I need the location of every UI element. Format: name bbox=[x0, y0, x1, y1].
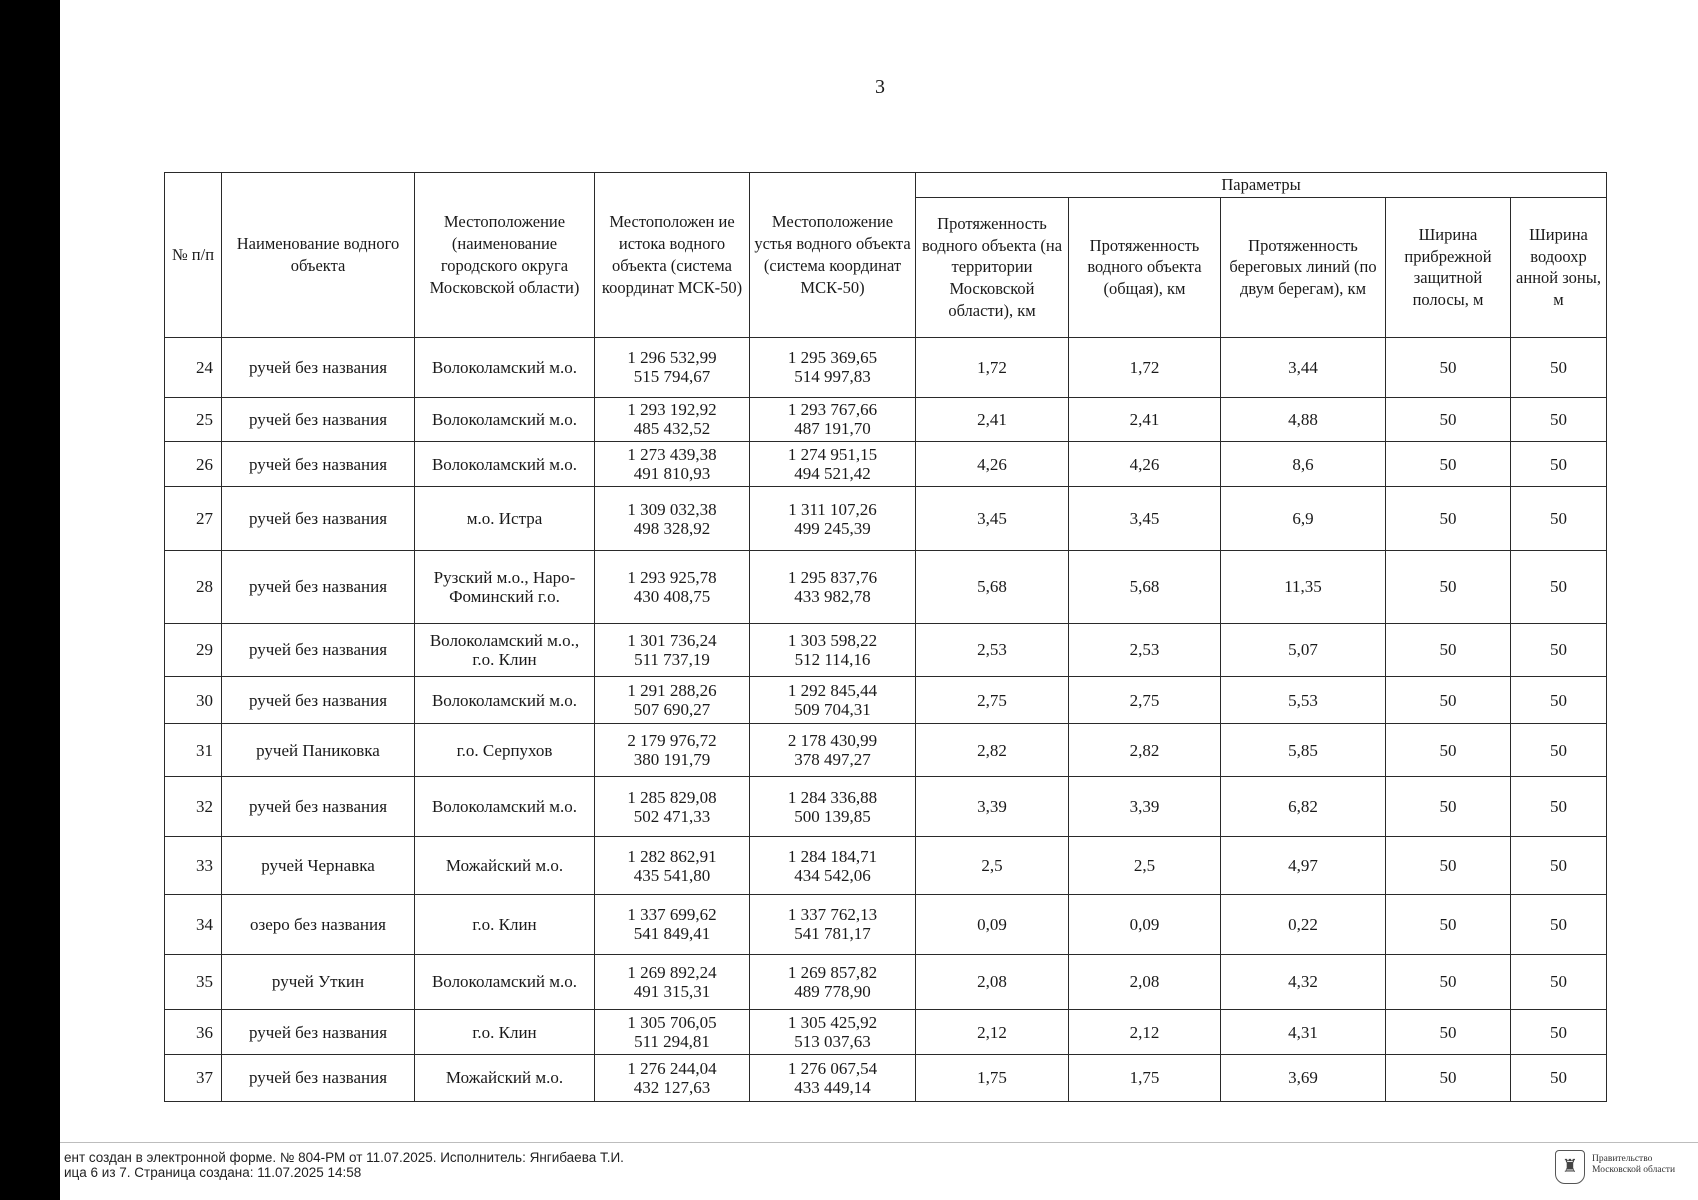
cell-name: ручей без названия bbox=[222, 397, 415, 442]
cell-location: г.о. Клин bbox=[415, 894, 595, 954]
scan-left-border bbox=[0, 0, 60, 1200]
footer-divider bbox=[60, 1142, 1698, 1143]
cell-source-coords-line: 511 737,19 bbox=[634, 649, 710, 669]
cell-location: Волоколамский м.о. bbox=[415, 442, 595, 487]
cell-mouth-coords bbox=[750, 837, 916, 895]
cell-length-mo: 2,82 bbox=[916, 724, 1069, 777]
cell-num: 29 bbox=[165, 623, 222, 676]
cell-protection-zone: 50 bbox=[1511, 551, 1607, 624]
cell-protection-zone: 50 bbox=[1511, 337, 1607, 397]
cell-source-coords bbox=[595, 487, 750, 551]
cell-source-coords bbox=[595, 677, 750, 724]
cell-mouth-coords-line: 499 245,39 bbox=[794, 518, 871, 538]
cell-mouth-coords-line: 513 037,63 bbox=[794, 1032, 871, 1052]
cell-name: озеро без названия bbox=[222, 894, 415, 954]
cell-length-total: 1,72 bbox=[1069, 337, 1221, 397]
cell-mouth-coords-line: 378 497,27 bbox=[794, 750, 871, 770]
cell-protective-strip: 50 bbox=[1386, 337, 1511, 397]
cell-source-coords bbox=[595, 837, 750, 895]
cell-protective-strip: 50 bbox=[1386, 724, 1511, 777]
cell-source-coords-line: 502 471,33 bbox=[633, 806, 711, 826]
table-row bbox=[165, 894, 1607, 954]
cell-mouth-coords-line: 494 521,42 bbox=[794, 464, 871, 484]
cell-num: 31 bbox=[165, 724, 222, 777]
cell-mouth-coords-line: 1 311 107,26 bbox=[788, 499, 877, 519]
cell-mouth-coords-line: 509 704,31 bbox=[794, 700, 871, 720]
cell-num: 25 bbox=[165, 397, 222, 442]
cell-name: ручей без названия bbox=[222, 1054, 415, 1101]
cell-length-mo: 2,41 bbox=[916, 397, 1069, 442]
cell-protective-strip: 50 bbox=[1386, 894, 1511, 954]
cell-source-coords-line: 1 337 699,62 bbox=[627, 905, 717, 925]
cell-name: ручей Паниковка bbox=[222, 724, 415, 777]
table-row bbox=[165, 1010, 1607, 1055]
cell-source-coords-line: 515 794,67 bbox=[633, 367, 711, 387]
cell-protection-zone: 50 bbox=[1511, 777, 1607, 837]
cell-length-total: 4,26 bbox=[1069, 442, 1221, 487]
cell-protection-zone: 50 bbox=[1511, 397, 1607, 442]
cell-mouth-coords-line: 1 337 762,13 bbox=[787, 905, 878, 925]
cell-shoreline: 4,32 bbox=[1221, 954, 1386, 1010]
cell-num: 28 bbox=[165, 551, 222, 624]
cell-protective-strip: 50 bbox=[1386, 623, 1511, 676]
cell-length-total: 5,68 bbox=[1069, 551, 1221, 624]
cell-source-coords-line: 1 273 439,38 bbox=[627, 445, 717, 465]
cell-mouth-coords-line: 1 284 336,88 bbox=[787, 787, 878, 807]
cell-source-coords bbox=[595, 724, 750, 777]
cell-mouth-coords-line: 512 114,16 bbox=[794, 649, 871, 669]
cell-protection-zone: 50 bbox=[1511, 954, 1607, 1010]
cell-num: 35 bbox=[165, 954, 222, 1010]
cell-num: 36 bbox=[165, 1010, 222, 1055]
cell-location: Можайский м.о. bbox=[415, 837, 595, 895]
cell-mouth-coords-line: 541 781,17 bbox=[794, 924, 871, 944]
cell-source-coords-line: 1 293 192,92 bbox=[627, 400, 717, 420]
footer-line-1: ент создан в электронной форме. № 804-РМ от 11.07.2025. Исполнитель: Янгибаева Т.И. bbox=[64, 1150, 624, 1165]
cell-length-total: 2,82 bbox=[1069, 724, 1221, 777]
cell-length-mo: 5,68 bbox=[916, 551, 1069, 624]
cell-length-total: 2,75 bbox=[1069, 677, 1221, 724]
cell-mouth-coords bbox=[750, 894, 916, 954]
cell-shoreline: 4,31 bbox=[1221, 1010, 1386, 1055]
table-row bbox=[165, 337, 1607, 397]
cell-shoreline: 4,97 bbox=[1221, 837, 1386, 895]
cell-mouth-coords-line: 433 982,78 bbox=[794, 587, 871, 606]
cell-source-coords bbox=[595, 954, 750, 1010]
cell-protective-strip: 50 bbox=[1386, 777, 1511, 837]
cell-name: ручей без названия bbox=[222, 337, 415, 397]
cell-name: ручей без названия bbox=[222, 677, 415, 724]
cell-source-coords-line: 380 191,79 bbox=[633, 750, 711, 770]
cell-source-coords bbox=[595, 623, 750, 676]
cell-length-mo: 2,5 bbox=[916, 837, 1069, 895]
cell-protection-zone: 50 bbox=[1511, 1054, 1607, 1101]
cell-mouth-coords bbox=[750, 337, 916, 397]
cell-mouth-coords bbox=[750, 442, 916, 487]
header-length-total: Протяженность водного объекта (общая), км bbox=[1069, 197, 1221, 337]
cell-name: ручей без названия bbox=[222, 442, 415, 487]
cell-mouth-coords-line: 1 274 951,15 bbox=[787, 445, 878, 465]
table-row bbox=[165, 1054, 1607, 1101]
cell-source-coords-line: 435 541,80 bbox=[633, 865, 711, 885]
cell-location: Волоколамский м.о., г.о. Клин bbox=[415, 623, 595, 676]
table-row bbox=[165, 442, 1607, 487]
cell-shoreline: 5,53 bbox=[1221, 677, 1386, 724]
cell-protective-strip: 50 bbox=[1386, 487, 1511, 551]
cell-num: 30 bbox=[165, 677, 222, 724]
cell-protective-strip: 50 bbox=[1386, 954, 1511, 1010]
footer-text bbox=[64, 1150, 624, 1180]
cell-mouth-coords-line: 2 178 430,99 bbox=[787, 731, 878, 751]
cell-name: ручей без названия bbox=[222, 551, 415, 624]
cell-source-coords-line: 1 285 829,08 bbox=[627, 787, 717, 807]
cell-mouth-coords bbox=[750, 954, 916, 1010]
cell-length-total: 2,12 bbox=[1069, 1010, 1221, 1055]
cell-num: 32 bbox=[165, 777, 222, 837]
cell-protection-zone: 50 bbox=[1511, 487, 1607, 551]
cell-source-coords bbox=[595, 442, 750, 487]
cell-protection-zone: 50 bbox=[1511, 724, 1607, 777]
cell-mouth-coords-line: 1 284 184,71 bbox=[787, 846, 878, 866]
table-row bbox=[165, 397, 1607, 442]
table-row bbox=[165, 777, 1607, 837]
cell-shoreline: 6,82 bbox=[1221, 777, 1386, 837]
cell-source-coords-line: 1 293 925,78 bbox=[627, 567, 717, 587]
cell-protective-strip: 50 bbox=[1386, 1010, 1511, 1055]
coat-of-arms-icon: ♜ bbox=[1555, 1150, 1585, 1184]
header-mouth: Местоположение устья водного объекта (система координат МСК-50) bbox=[750, 173, 916, 338]
header-location: Местоположение (наименование городского округа Московской области) bbox=[415, 173, 595, 338]
cell-length-total: 3,45 bbox=[1069, 487, 1221, 551]
cell-protective-strip: 50 bbox=[1386, 677, 1511, 724]
cell-shoreline: 3,44 bbox=[1221, 337, 1386, 397]
cell-num: 27 bbox=[165, 487, 222, 551]
cell-source-coords-line: 2 179 976,72 bbox=[627, 731, 717, 751]
cell-length-mo: 3,39 bbox=[916, 777, 1069, 837]
cell-name: ручей без названия bbox=[222, 1010, 415, 1055]
cell-num: 26 bbox=[165, 442, 222, 487]
cell-source-coords-line: 498 328,92 bbox=[633, 518, 711, 538]
cell-mouth-coords bbox=[750, 677, 916, 724]
cell-name: ручей Уткин bbox=[222, 954, 415, 1010]
cell-name: ручей без названия bbox=[222, 623, 415, 676]
cell-source-coords-line: 1 309 032,38 bbox=[627, 499, 717, 519]
cell-shoreline: 0,22 bbox=[1221, 894, 1386, 954]
cell-name: ручей Чернавка bbox=[222, 837, 415, 895]
cell-mouth-coords-line: 1 303 598,22 bbox=[787, 630, 878, 650]
cell-mouth-coords-line: 1 305 425,92 bbox=[787, 1013, 878, 1032]
cell-mouth-coords-line: 487 191,70 bbox=[794, 419, 871, 439]
cell-shoreline: 5,07 bbox=[1221, 623, 1386, 676]
cell-mouth-coords-line: 434 542,06 bbox=[794, 865, 871, 885]
cell-location: Волоколамский м.о. bbox=[415, 777, 595, 837]
cell-protective-strip: 50 bbox=[1386, 397, 1511, 442]
water-objects-table bbox=[164, 172, 1607, 1102]
header-source: Местоположен ие истока водного объекта (система координат МСК-50) bbox=[595, 173, 750, 338]
cell-num: 37 bbox=[165, 1054, 222, 1101]
cell-length-total: 3,39 bbox=[1069, 777, 1221, 837]
cell-protection-zone: 50 bbox=[1511, 1010, 1607, 1055]
cell-mouth-coords-line: 500 139,85 bbox=[794, 806, 871, 826]
cell-mouth-coords bbox=[750, 777, 916, 837]
cell-source-coords-line: 491 810,93 bbox=[633, 464, 711, 484]
cell-shoreline: 3,69 bbox=[1221, 1054, 1386, 1101]
cell-length-mo: 2,53 bbox=[916, 623, 1069, 676]
cell-protective-strip: 50 bbox=[1386, 442, 1511, 487]
cell-shoreline: 8,6 bbox=[1221, 442, 1386, 487]
header-protection-zone: Ширина водоохр анной зоны, м bbox=[1511, 197, 1607, 337]
cell-source-coords bbox=[595, 337, 750, 397]
cell-length-total: 2,53 bbox=[1069, 623, 1221, 676]
table-row bbox=[165, 677, 1607, 724]
table-row bbox=[165, 487, 1607, 551]
cell-protection-zone: 50 bbox=[1511, 894, 1607, 954]
cell-source-coords-line: 432 127,63 bbox=[633, 1077, 711, 1097]
cell-mouth-coords-line: 1 293 767,66 bbox=[787, 400, 878, 420]
cell-protection-zone: 50 bbox=[1511, 677, 1607, 724]
table-row bbox=[165, 551, 1607, 624]
cell-shoreline: 4,88 bbox=[1221, 397, 1386, 442]
cell-protection-zone: 50 bbox=[1511, 623, 1607, 676]
cell-source-coords bbox=[595, 1054, 750, 1101]
cell-length-total: 2,41 bbox=[1069, 397, 1221, 442]
cell-protection-zone: 50 bbox=[1511, 837, 1607, 895]
table-row bbox=[165, 837, 1607, 895]
cell-shoreline: 5,85 bbox=[1221, 724, 1386, 777]
cell-protective-strip: 50 bbox=[1386, 1054, 1511, 1101]
page-number: 3 bbox=[875, 76, 885, 98]
cell-length-total: 1,75 bbox=[1069, 1054, 1221, 1101]
cell-source-coords bbox=[595, 551, 750, 624]
cell-mouth-coords bbox=[750, 487, 916, 551]
cell-source-coords bbox=[595, 894, 750, 954]
cell-source-coords-line: 507 690,27 bbox=[633, 700, 711, 720]
cell-protection-zone: 50 bbox=[1511, 442, 1607, 487]
cell-length-mo: 4,26 bbox=[916, 442, 1069, 487]
cell-source-coords-line: 1 291 288,26 bbox=[627, 681, 717, 701]
cell-shoreline: 6,9 bbox=[1221, 487, 1386, 551]
header-length-mo: Протяженность водного объекта (на территории Московской области), км bbox=[916, 197, 1069, 337]
cell-mouth-coords-line: 1 292 845,44 bbox=[787, 681, 878, 701]
cell-num: 24 bbox=[165, 337, 222, 397]
cell-length-total: 2,5 bbox=[1069, 837, 1221, 895]
cell-mouth-coords bbox=[750, 397, 916, 442]
header-params: Параметры bbox=[916, 173, 1607, 198]
table-row bbox=[165, 724, 1607, 777]
cell-length-mo: 1,72 bbox=[916, 337, 1069, 397]
cell-mouth-coords-line: 514 997,83 bbox=[794, 367, 871, 387]
cell-length-total: 2,08 bbox=[1069, 954, 1221, 1010]
header-protective-strip: Ширина прибрежной защитной полосы, м bbox=[1386, 197, 1511, 337]
cell-source-coords-line: 1 276 244,04 bbox=[627, 1058, 717, 1078]
cell-num: 34 bbox=[165, 894, 222, 954]
cell-length-total: 0,09 bbox=[1069, 894, 1221, 954]
cell-mouth-coords bbox=[750, 551, 916, 624]
cell-mouth-coords bbox=[750, 1054, 916, 1101]
cell-source-coords bbox=[595, 1010, 750, 1055]
cell-source-coords-line: 1 305 706,05 bbox=[627, 1013, 717, 1032]
cell-source-coords-line: 1 282 862,91 bbox=[627, 846, 717, 866]
cell-name: ручей без названия bbox=[222, 487, 415, 551]
cell-source-coords-line: 491 315,31 bbox=[633, 981, 711, 1001]
cell-mouth-coords-line: 1 269 857,82 bbox=[787, 962, 878, 982]
cell-source-coords-line: 485 432,52 bbox=[633, 419, 711, 439]
cell-source-coords-line: 541 849,41 bbox=[633, 924, 711, 944]
footer-line-2: ица 6 из 7. Страница создана: 11.07.2025 14:58 bbox=[64, 1165, 362, 1180]
cell-location: м.о. Истра bbox=[415, 487, 595, 551]
cell-protective-strip: 50 bbox=[1386, 551, 1511, 624]
header-name: Наименование водного объекта bbox=[222, 173, 415, 338]
cell-mouth-coords bbox=[750, 623, 916, 676]
org-name: Правительство Московской области bbox=[1592, 1154, 1676, 1175]
cell-length-mo: 1,75 bbox=[916, 1054, 1069, 1101]
cell-source-coords bbox=[595, 397, 750, 442]
table-row bbox=[165, 954, 1607, 1010]
cell-length-mo: 2,12 bbox=[916, 1010, 1069, 1055]
cell-mouth-coords-line: 433 449,14 bbox=[794, 1077, 871, 1097]
cell-location: Рузский м.о., Наро-Фоминский г.о. bbox=[415, 551, 595, 624]
cell-shoreline: 11,35 bbox=[1221, 551, 1386, 624]
cell-location: г.о. Клин bbox=[415, 1010, 595, 1055]
cell-mouth-coords-line: 489 778,90 bbox=[794, 981, 871, 1001]
cell-mouth-coords-line: 1 295 369,65 bbox=[787, 348, 878, 368]
cell-location: г.о. Серпухов bbox=[415, 724, 595, 777]
cell-mouth-coords bbox=[750, 724, 916, 777]
cell-length-mo: 2,75 bbox=[916, 677, 1069, 724]
table-row bbox=[165, 623, 1607, 676]
cell-mouth-coords-line: 1 276 067,54 bbox=[787, 1058, 878, 1078]
cell-source-coords-line: 511 294,81 bbox=[634, 1032, 710, 1052]
cell-length-mo: 3,45 bbox=[916, 487, 1069, 551]
cell-location: Волоколамский м.о. bbox=[415, 397, 595, 442]
cell-source-coords-line: 430 408,75 bbox=[633, 587, 711, 606]
cell-num: 33 bbox=[165, 837, 222, 895]
cell-length-mo: 2,08 bbox=[916, 954, 1069, 1010]
cell-source-coords bbox=[595, 777, 750, 837]
cell-location: Волоколамский м.о. bbox=[415, 337, 595, 397]
cell-name: ручей без названия bbox=[222, 777, 415, 837]
cell-protective-strip: 50 bbox=[1386, 837, 1511, 895]
cell-source-coords-line: 1 269 892,24 bbox=[627, 962, 717, 982]
cell-source-coords-line: 1 296 532,99 bbox=[627, 348, 717, 368]
cell-length-mo: 0,09 bbox=[916, 894, 1069, 954]
cell-source-coords-line: 1 301 736,24 bbox=[627, 630, 717, 650]
header-num: № п/п bbox=[165, 173, 222, 338]
header-shoreline: Протяженность береговых линий (по двум берегам), км bbox=[1221, 197, 1386, 337]
cell-location: Можайский м.о. bbox=[415, 1054, 595, 1101]
cell-location: Волоколамский м.о. bbox=[415, 954, 595, 1010]
cell-mouth-coords bbox=[750, 1010, 916, 1055]
cell-mouth-coords-line: 1 295 837,76 bbox=[787, 567, 878, 587]
cell-location: Волоколамский м.о. bbox=[415, 677, 595, 724]
